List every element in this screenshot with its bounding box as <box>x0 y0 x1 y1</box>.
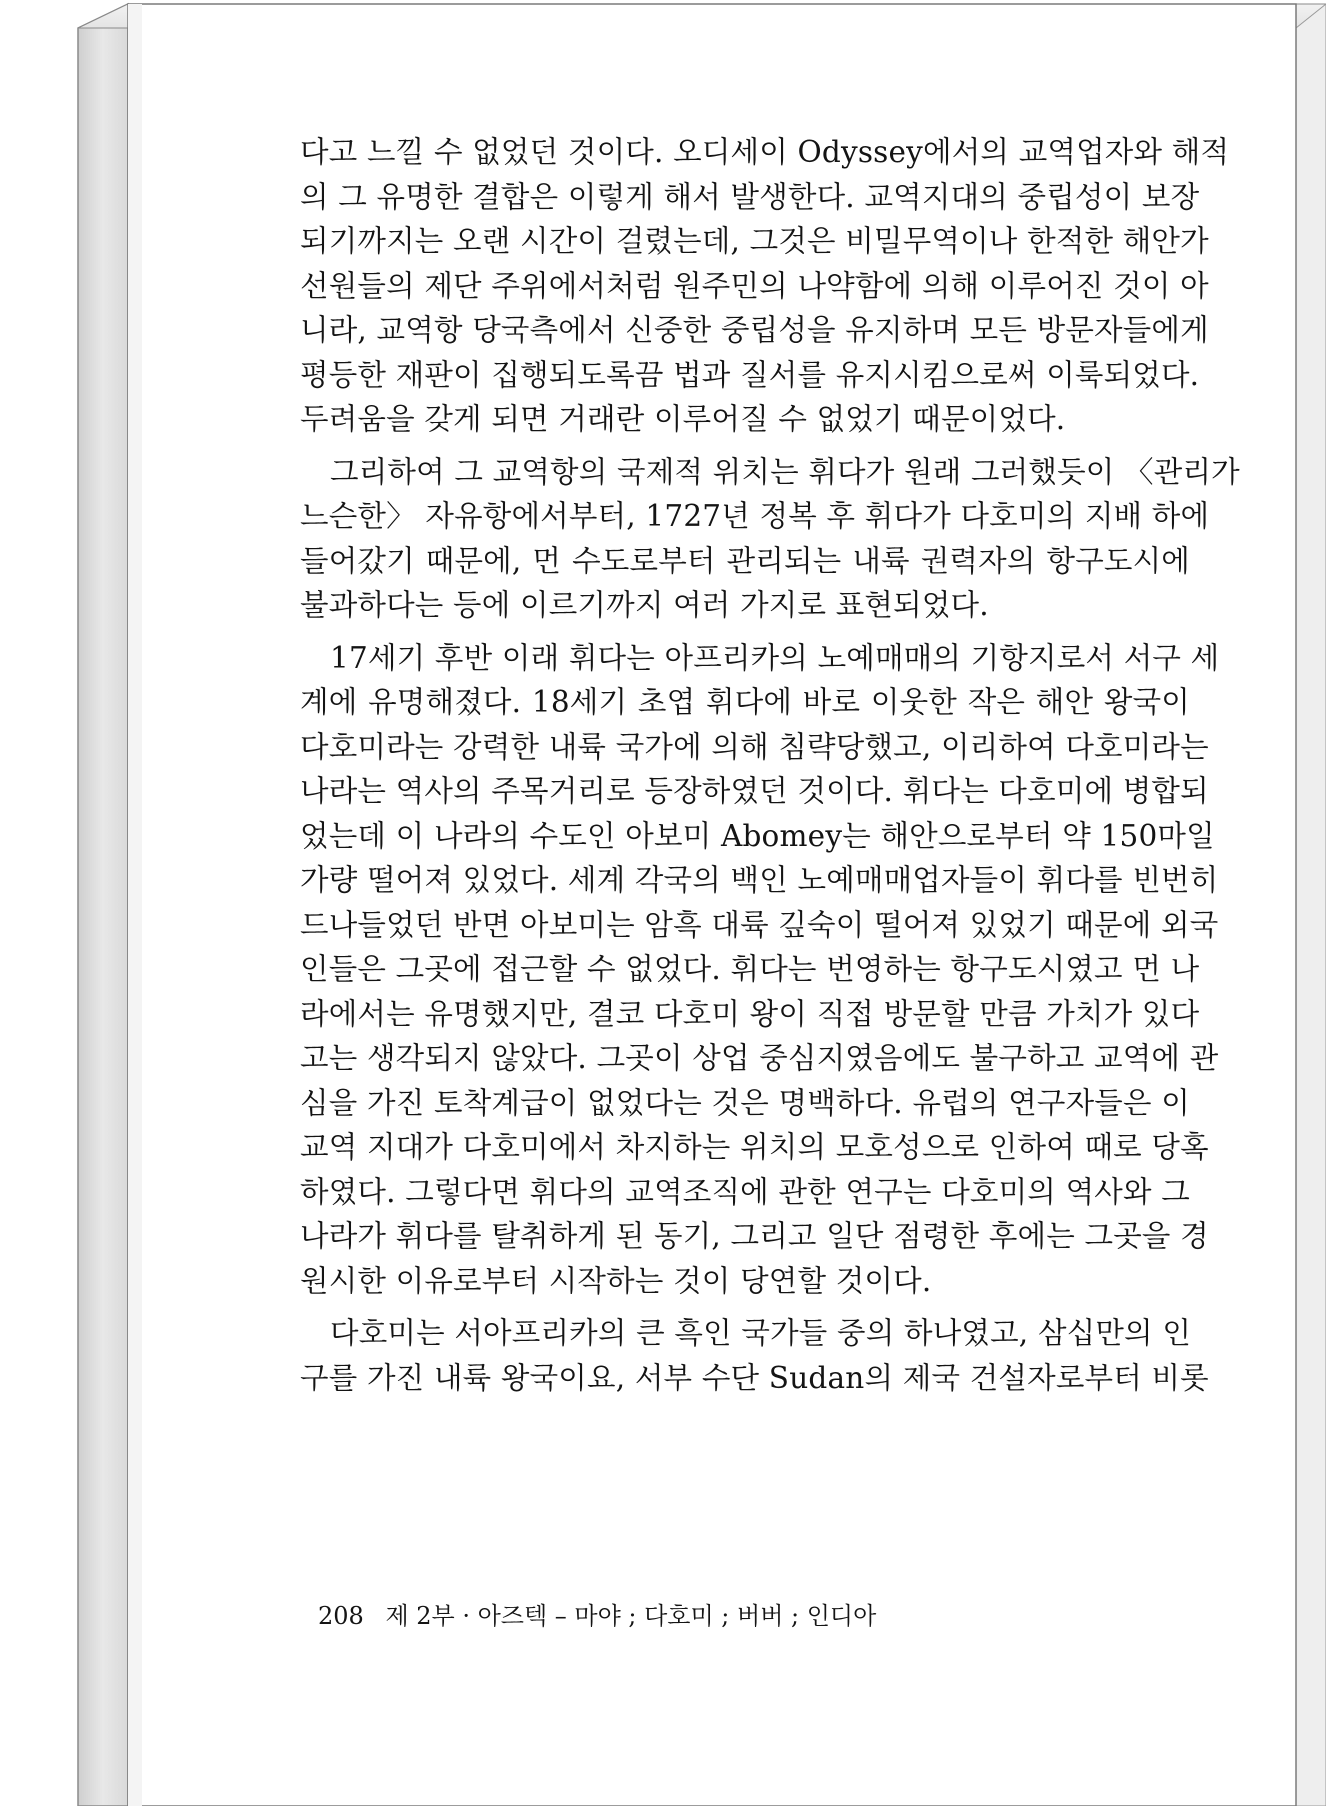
text-line: 선원들의 제단 주위에서처럼 원주민의 나약함에 의해 이루어진 것이 아 <box>300 268 1209 303</box>
text-line: 그리하여 그 교역항의 국제적 위치는 휘다가 원래 그러했듯이 〈관리가 <box>330 454 1240 489</box>
paragraph <box>300 1311 1209 1400</box>
text-line: 하였다. 그렇다면 휘다의 교역조직에 관한 연구는 다호미의 역사와 그 <box>300 1174 1190 1209</box>
text-line: 었는데 이 나라의 수도인 아보미 Abomey는 해안으로부터 약 150마일 <box>300 818 1215 853</box>
text-line: 가량 떨어져 있었다. 세계 각국의 백인 노예매매업자들이 휘다를 빈번히 <box>300 863 1219 897</box>
book-right-edge <box>1296 4 1326 1806</box>
text-line: 의 그 유명한 결합은 이렇게 해서 발생한다. 교역지대의 중립성이 보장 <box>300 179 1200 214</box>
page-number: 208 <box>318 1602 364 1630</box>
text-line: 나라가 휘다를 탈취하게 된 동기, 그리고 일단 점령한 후에는 그곳을 경 <box>300 1219 1209 1253</box>
text-line: 교역 지대가 다호미에서 차지하는 위치의 모호성으로 인하여 때로 당혹 <box>300 1130 1209 1164</box>
page-body <box>300 130 1240 1400</box>
book-side-edge <box>78 4 128 1806</box>
text-line: 구를 가진 내륙 왕국이요, 서부 수단 Sudan의 제국 건설자로부터 비롯 <box>300 1360 1209 1395</box>
text-line: 니라, 교역항 당국측에서 신중한 중립성을 유지하며 모든 방문자들에게 <box>300 313 1209 347</box>
text-line: 다호미는 서아프리카의 큰 흑인 국가들 중의 하나였고, 삼십만의 인 <box>330 1316 1192 1350</box>
text-line: 다고 느낄 수 없었던 것이다. 오디세이 Odyssey에서의 교역업자와 해적 <box>300 135 1230 169</box>
text-line: 드나들었던 반면 아보미는 암흑 대륙 깊숙이 떨어져 있었기 때문에 외국 <box>300 907 1219 942</box>
text-line: 고는 생각되지 않았다. 그곳이 상업 중심지였음에도 불구하고 교역에 관 <box>300 1041 1219 1075</box>
text-line: 17세기 후반 이래 휘다는 아프리카의 노예매매의 기항지로서 서구 세 <box>330 640 1220 675</box>
text-line: 심을 가진 토착계급이 없었다는 것은 명백하다. 유럽의 연구자들은 이 <box>300 1085 1190 1120</box>
paragraph <box>300 130 1230 442</box>
text-line: 라에서는 유명했지만, 결코 다호미 왕이 직접 방문할 만큼 가치가 있다 <box>300 996 1200 1031</box>
text-line: 들어갔기 때문에, 먼 수도로부터 관리되는 내륙 권력자의 항구도시에 <box>300 543 1190 578</box>
page-footer <box>318 1596 876 1631</box>
text-line: 평등한 재판이 집행되도록끔 법과 질서를 유지시킴으로써 이룩되었다. <box>300 357 1200 392</box>
text-line: 두려움을 갖게 되면 거래란 이루어질 수 없었기 때문이었다. <box>300 402 1066 436</box>
text-line: 되기까지는 오랜 시간이 걸렸는데, 그것은 비밀무역이나 한적한 해안가 <box>300 224 1209 258</box>
text-line: 다호미라는 강력한 내륙 국가에 의해 침략당했고, 이리하여 다호미라는 <box>300 729 1209 764</box>
text-line: 불과하다는 등에 이르기까지 여러 가지로 표현되었다. <box>300 588 989 622</box>
text-line: 인들은 그곳에 접근할 수 없었다. 휘다는 번영하는 항구도시였고 먼 나 <box>300 952 1200 986</box>
text-line: 원시한 이유로부터 시작하는 것이 당연할 것이다. <box>300 1263 932 1298</box>
paragraph <box>300 450 1240 628</box>
text-line: 나라는 역사의 주목거리로 등장하였던 것이다. 휘다는 다호미에 병합되 <box>300 774 1209 808</box>
text-line: 느슨한〉 자유항에서부터, 1727년 정복 후 휘다가 다호미의 지배 하에 <box>300 499 1210 533</box>
paragraph <box>300 636 1220 1304</box>
text-line: 계에 유명해졌다. 18세기 초엽 휘다에 바로 이웃한 작은 해안 왕국이 <box>300 685 1190 719</box>
running-head: 제 2부 · 아즈텍 – 마야 ; 다호미 ; 버버 ; 인디아 <box>385 1602 877 1630</box>
